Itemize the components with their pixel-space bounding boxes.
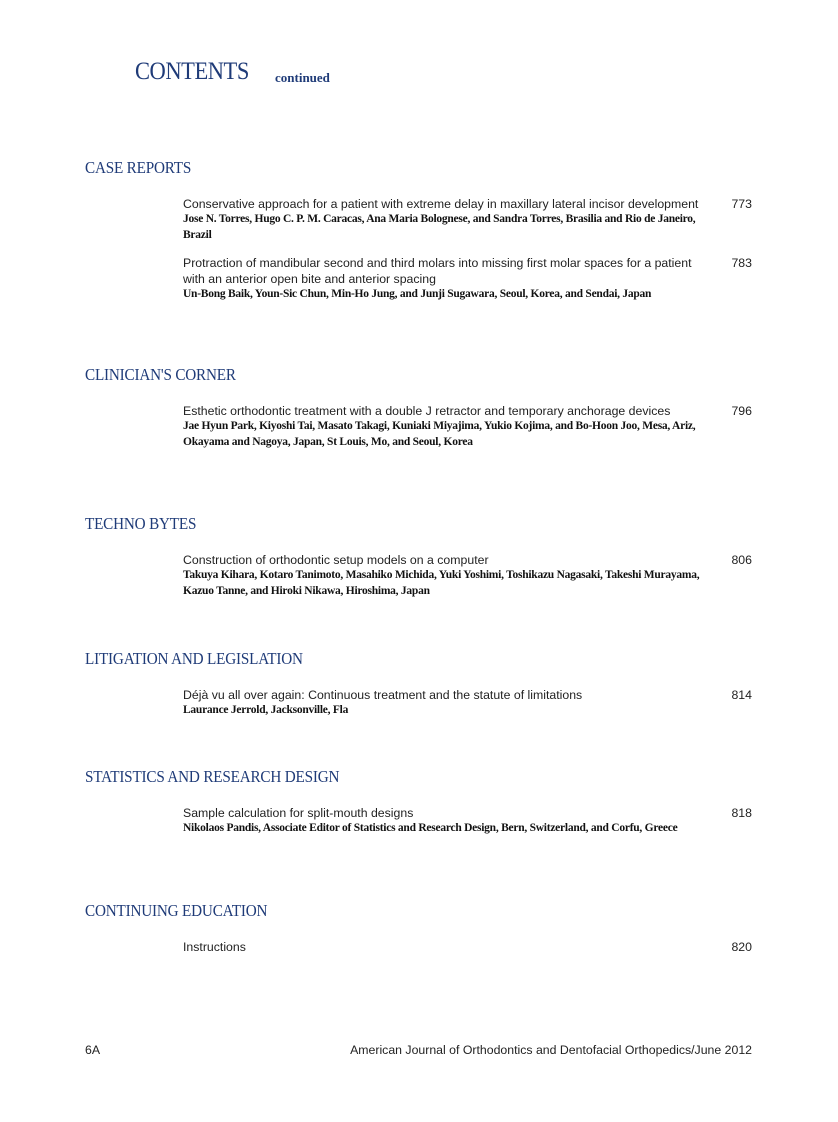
entry-title: Sample calculation for split-mouth designs bbox=[183, 806, 414, 820]
entry-authors: Laurance Jerrold, Jacksonville, Fla bbox=[183, 704, 349, 716]
section-statistics-research-design bbox=[85, 767, 765, 849]
entry-title: Protraction of mandibular second and third molars into missing first molar spaces for a patient with an anterior open bite and anterior spacing bbox=[183, 256, 692, 286]
toc-entry[interactable] bbox=[85, 805, 765, 837]
entry-authors: Un-Bong Baik, Youn-Sic Chun, Min-Ho Jung, and Junji Sugawara, Seoul, Korea, and Sendai, Japan bbox=[183, 288, 652, 300]
entry-title: Conservative approach for a patient with extreme delay in maxillary lateral incisor development bbox=[183, 197, 699, 211]
entry-page-number: 773 bbox=[731, 197, 752, 211]
entry-page-number: 814 bbox=[731, 688, 752, 702]
entry-page-number: 806 bbox=[731, 553, 752, 567]
entry-list bbox=[85, 196, 765, 303]
section-clinicians-corner bbox=[85, 365, 765, 462]
entry-page-number: 783 bbox=[731, 256, 752, 270]
entry-authors: Takuya Kihara, Kotaro Tanimoto, Masahiko Michida, Yuki Yoshimi, Toshikazu Nagasaki, Takeshi Murayama, Kazuo Tanne, and Hiroki Nikawa, Hiroshima, Japan bbox=[183, 569, 700, 597]
section-title: CLINICIAN'S CORNER bbox=[85, 365, 236, 384]
section-title: CASE REPORTS bbox=[85, 158, 192, 177]
toc-entry[interactable] bbox=[85, 255, 765, 303]
toc-entry[interactable] bbox=[85, 196, 765, 243]
entry-title: Instructions bbox=[183, 940, 246, 954]
entry-list bbox=[85, 939, 765, 955]
entry-title: Construction of orthodontic setup models on a computer bbox=[183, 553, 489, 567]
entry-authors: Jose N. Torres, Hugo C. P. M. Caracas, Ana Maria Bolognese, and Sandra Torres, Brasilia and Rio de Janeiro, Brazil bbox=[183, 213, 696, 241]
entry-page-number: 796 bbox=[731, 404, 752, 418]
entry-page-number: 818 bbox=[731, 806, 752, 820]
section-title: TECHNO BYTES bbox=[85, 514, 197, 533]
page-subtitle: continued bbox=[275, 70, 330, 85]
section-title: LITIGATION AND LEGISLATION bbox=[85, 649, 303, 668]
section-litigation-legislation bbox=[85, 649, 765, 731]
entry-list bbox=[85, 403, 765, 450]
entry-page-number: 820 bbox=[731, 940, 752, 954]
footer-journal-title: American Journal of Orthodontics and Dentofacial Orthopedics/June 2012 bbox=[350, 1043, 752, 1057]
entry-list bbox=[85, 687, 765, 719]
toc-entry[interactable] bbox=[85, 552, 765, 599]
entry-authors: Jae Hyun Park, Kiyoshi Tai, Masato Takagi, Kuniaki Miyajima, Yukio Kojima, and Bo-Hoon Joo, Mesa, Ariz, Okayama and Nagoya, Japan, St Louis, Mo, and Seoul, Korea bbox=[183, 420, 696, 448]
section-continuing-education bbox=[85, 901, 765, 967]
entry-list bbox=[85, 552, 765, 599]
entry-title: Esthetic orthodontic treatment with a double J retractor and temporary anchorage devices bbox=[183, 404, 671, 418]
entry-list bbox=[85, 805, 765, 837]
footer-page-number: 6A bbox=[85, 1043, 101, 1057]
entry-authors: Nikolaos Pandis, Associate Editor of Statistics and Research Design, Bern, Switzerland, and Corfu, Greece bbox=[183, 822, 678, 834]
toc-entry[interactable] bbox=[85, 403, 765, 450]
toc-entry[interactable] bbox=[85, 939, 765, 955]
section-title: STATISTICS AND RESEARCH DESIGN bbox=[85, 767, 340, 786]
toc-entry[interactable] bbox=[85, 687, 765, 719]
section-title: CONTINUING EDUCATION bbox=[85, 901, 268, 920]
section-techno-bytes bbox=[85, 514, 765, 611]
entry-title: Déjà vu all over again: Continuous treatment and the statute of limitations bbox=[183, 688, 583, 702]
page-title: CONTENTS bbox=[135, 58, 249, 85]
section-case-reports bbox=[85, 158, 765, 315]
